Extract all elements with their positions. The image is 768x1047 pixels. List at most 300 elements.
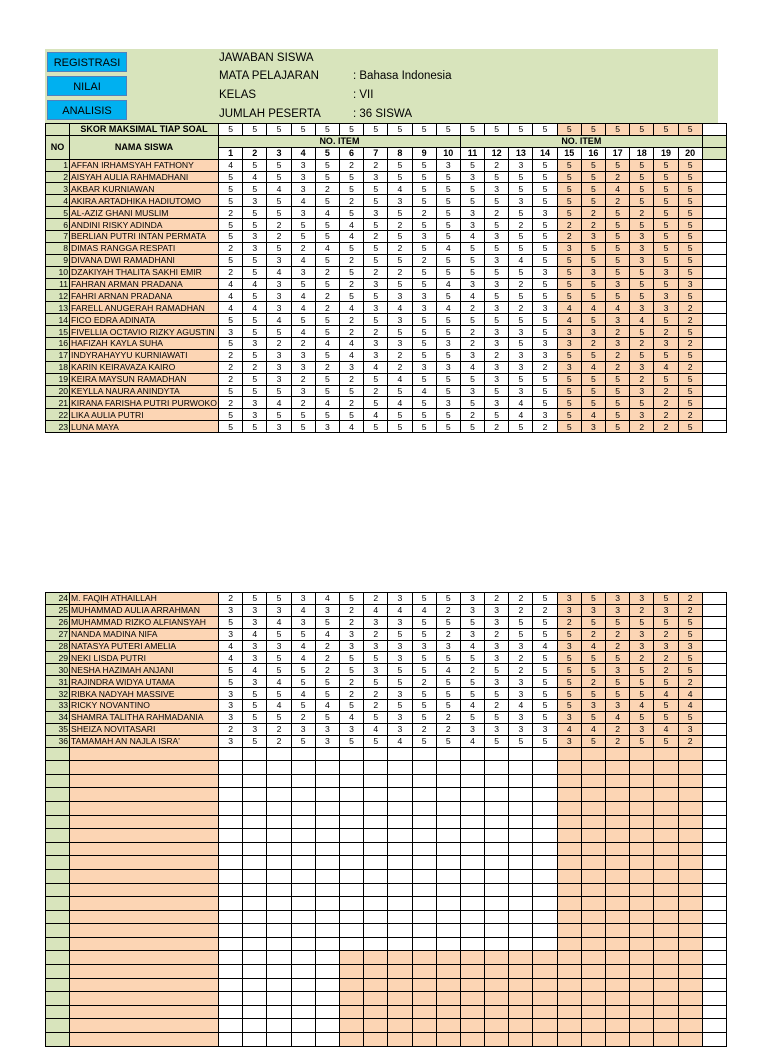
empty-score-cell[interactable]: [606, 1005, 630, 1019]
empty-score-cell[interactable]: [339, 829, 363, 843]
score-cell[interactable]: 5: [533, 652, 557, 664]
empty-number[interactable]: [46, 924, 70, 938]
extra-cell[interactable]: [702, 183, 726, 195]
score-cell[interactable]: 2: [581, 207, 605, 219]
score-cell[interactable]: 5: [412, 397, 436, 409]
score-cell[interactable]: 3: [460, 219, 484, 231]
student-number[interactable]: 13: [46, 302, 70, 314]
empty-score-cell[interactable]: [581, 829, 605, 843]
score-cell[interactable]: 4: [606, 711, 630, 723]
score-cell[interactable]: 5: [339, 652, 363, 664]
score-cell[interactable]: 5: [267, 171, 291, 183]
score-cell[interactable]: 2: [678, 676, 702, 688]
empty-score-cell[interactable]: [267, 924, 291, 938]
empty-score-cell[interactable]: [678, 992, 702, 1006]
extra-cell[interactable]: [702, 992, 726, 1006]
score-cell[interactable]: 3: [678, 723, 702, 735]
empty-score-cell[interactable]: [364, 1019, 388, 1033]
item-number[interactable]: 17: [606, 147, 630, 159]
student-number[interactable]: 33: [46, 700, 70, 712]
empty-score-cell[interactable]: [533, 856, 557, 870]
empty-score-cell[interactable]: [654, 761, 678, 775]
empty-score-cell[interactable]: [412, 951, 436, 965]
score-cell[interactable]: 5: [630, 171, 654, 183]
extra-cell[interactable]: [702, 231, 726, 243]
score-cell[interactable]: 3: [509, 349, 533, 361]
score-cell[interactable]: 4: [219, 159, 243, 171]
score-cell[interactable]: 3: [388, 723, 412, 735]
empty-score-cell[interactable]: [388, 1033, 412, 1047]
empty-score-cell[interactable]: [291, 937, 315, 951]
score-cell[interactable]: 5: [557, 652, 581, 664]
score-cell[interactable]: 3: [436, 640, 460, 652]
score-cell[interactable]: 4: [267, 676, 291, 688]
max-score-cell[interactable]: 5: [654, 124, 678, 136]
empty-score-cell[interactable]: [388, 1019, 412, 1033]
empty-score-cell[interactable]: [219, 937, 243, 951]
empty-score-cell[interactable]: [388, 910, 412, 924]
empty-score-cell[interactable]: [678, 788, 702, 802]
score-cell[interactable]: 3: [581, 421, 605, 433]
empty-score-cell[interactable]: [243, 747, 267, 761]
empty-score-cell[interactable]: [678, 842, 702, 856]
score-cell[interactable]: 4: [388, 735, 412, 747]
student-number[interactable]: 6: [46, 219, 70, 231]
empty-score-cell[interactable]: [291, 1033, 315, 1047]
score-cell[interactable]: 3: [509, 676, 533, 688]
score-cell[interactable]: 2: [364, 700, 388, 712]
empty-score-cell[interactable]: [388, 761, 412, 775]
empty-score-cell[interactable]: [678, 910, 702, 924]
score-cell[interactable]: 5: [678, 159, 702, 171]
empty-number[interactable]: [46, 937, 70, 951]
empty-score-cell[interactable]: [678, 801, 702, 815]
score-cell[interactable]: 5: [267, 711, 291, 723]
score-cell[interactable]: 5: [606, 409, 630, 421]
empty-number[interactable]: [46, 883, 70, 897]
score-cell[interactable]: 3: [533, 338, 557, 350]
empty-score-cell[interactable]: [581, 869, 605, 883]
score-cell[interactable]: 5: [267, 242, 291, 254]
score-cell[interactable]: 5: [412, 711, 436, 723]
score-cell[interactable]: 4: [581, 723, 605, 735]
score-cell[interactable]: 3: [388, 290, 412, 302]
score-cell[interactable]: 2: [460, 409, 484, 421]
score-cell[interactable]: 2: [606, 171, 630, 183]
score-cell[interactable]: 5: [606, 385, 630, 397]
score-cell[interactable]: 3: [243, 616, 267, 628]
empty-score-cell[interactable]: [364, 1005, 388, 1019]
score-cell[interactable]: 3: [436, 361, 460, 373]
score-cell[interactable]: 4: [315, 242, 339, 254]
empty-score-cell[interactable]: [606, 761, 630, 775]
score-cell[interactable]: 3: [219, 735, 243, 747]
score-cell[interactable]: 2: [315, 361, 339, 373]
score-cell[interactable]: 5: [388, 278, 412, 290]
empty-score-cell[interactable]: [630, 869, 654, 883]
student-name[interactable]: RIBKA NADYAH MASSIVE: [70, 688, 219, 700]
empty-score-cell[interactable]: [315, 815, 339, 829]
score-cell[interactable]: 5: [533, 314, 557, 326]
score-cell[interactable]: 2: [339, 373, 363, 385]
extra-cell[interactable]: [702, 349, 726, 361]
score-cell[interactable]: 5: [533, 242, 557, 254]
score-cell[interactable]: 5: [533, 385, 557, 397]
score-cell[interactable]: 3: [436, 159, 460, 171]
empty-score-cell[interactable]: [460, 1033, 484, 1047]
score-cell[interactable]: 5: [315, 159, 339, 171]
empty-score-cell[interactable]: [219, 1019, 243, 1033]
empty-score-cell[interactable]: [436, 801, 460, 815]
score-cell[interactable]: 5: [654, 219, 678, 231]
student-name[interactable]: AFFAN IRHAMSYAH FATHONY: [70, 159, 219, 171]
empty-score-cell[interactable]: [388, 774, 412, 788]
empty-number[interactable]: [46, 1033, 70, 1047]
empty-score-cell[interactable]: [364, 978, 388, 992]
score-cell[interactable]: 5: [460, 711, 484, 723]
score-cell[interactable]: 5: [315, 385, 339, 397]
empty-score-cell[interactable]: [339, 1005, 363, 1019]
score-cell[interactable]: 3: [412, 290, 436, 302]
score-cell[interactable]: 5: [606, 688, 630, 700]
empty-score-cell[interactable]: [364, 924, 388, 938]
score-cell[interactable]: 5: [219, 409, 243, 421]
empty-score-cell[interactable]: [606, 978, 630, 992]
extra-cell[interactable]: [702, 924, 726, 938]
empty-score-cell[interactable]: [630, 965, 654, 979]
score-cell[interactable]: 2: [678, 302, 702, 314]
score-cell[interactable]: 3: [509, 688, 533, 700]
score-cell[interactable]: 2: [581, 628, 605, 640]
empty-score-cell[interactable]: [678, 774, 702, 788]
score-cell[interactable]: 4: [581, 640, 605, 652]
score-cell[interactable]: 3: [485, 373, 509, 385]
score-cell[interactable]: 5: [533, 593, 557, 605]
max-score-cell[interactable]: 5: [460, 124, 484, 136]
empty-score-cell[interactable]: [267, 829, 291, 843]
score-cell[interactable]: 2: [388, 219, 412, 231]
student-name[interactable]: TAMAMAH AN NAJLA ISRA': [70, 735, 219, 747]
empty-score-cell[interactable]: [509, 1005, 533, 1019]
score-cell[interactable]: 5: [243, 735, 267, 747]
score-cell[interactable]: 2: [243, 361, 267, 373]
score-cell[interactable]: 5: [412, 700, 436, 712]
score-cell[interactable]: 5: [315, 688, 339, 700]
score-cell[interactable]: 5: [412, 338, 436, 350]
score-cell[interactable]: 2: [606, 723, 630, 735]
max-score-cell[interactable]: 5: [678, 124, 702, 136]
empty-score-cell[interactable]: [412, 1005, 436, 1019]
score-cell[interactable]: 5: [678, 326, 702, 338]
score-cell[interactable]: 2: [557, 616, 581, 628]
empty-score-cell[interactable]: [630, 1005, 654, 1019]
score-cell[interactable]: 5: [291, 219, 315, 231]
empty-score-cell[interactable]: [654, 910, 678, 924]
score-cell[interactable]: 3: [557, 593, 581, 605]
empty-name[interactable]: [70, 1005, 219, 1019]
score-cell[interactable]: 5: [606, 421, 630, 433]
score-cell[interactable]: 4: [219, 640, 243, 652]
score-cell[interactable]: 5: [412, 593, 436, 605]
score-cell[interactable]: 3: [219, 326, 243, 338]
empty-score-cell[interactable]: [533, 965, 557, 979]
score-cell[interactable]: 3: [243, 652, 267, 664]
empty-score-cell[interactable]: [315, 951, 339, 965]
score-cell[interactable]: 3: [364, 640, 388, 652]
score-cell[interactable]: 5: [509, 314, 533, 326]
empty-score-cell[interactable]: [388, 842, 412, 856]
empty-score-cell[interactable]: [243, 1005, 267, 1019]
score-cell[interactable]: 2: [315, 266, 339, 278]
empty-name[interactable]: [70, 897, 219, 911]
score-cell[interactable]: 5: [533, 373, 557, 385]
score-cell[interactable]: 5: [412, 688, 436, 700]
score-cell[interactable]: 5: [388, 231, 412, 243]
score-cell[interactable]: 3: [630, 254, 654, 266]
student-number[interactable]: 32: [46, 688, 70, 700]
student-name[interactable]: SHAMRA TALITHA RAHMADANIA: [70, 711, 219, 723]
max-score-cell[interactable]: 5: [606, 124, 630, 136]
empty-score-cell[interactable]: [678, 978, 702, 992]
score-cell[interactable]: 3: [460, 207, 484, 219]
empty-score-cell[interactable]: [364, 829, 388, 843]
empty-score-cell[interactable]: [315, 978, 339, 992]
student-name[interactable]: FIVELLIA OCTAVIO RIZKY AGUSTIN: [70, 326, 219, 338]
score-cell[interactable]: 2: [460, 664, 484, 676]
score-cell[interactable]: 5: [267, 664, 291, 676]
max-score-cell[interactable]: 5: [364, 124, 388, 136]
score-cell[interactable]: 4: [388, 604, 412, 616]
score-cell[interactable]: 5: [388, 676, 412, 688]
score-cell[interactable]: 4: [315, 207, 339, 219]
empty-score-cell[interactable]: [533, 1005, 557, 1019]
score-cell[interactable]: 5: [388, 628, 412, 640]
empty-score-cell[interactable]: [485, 924, 509, 938]
empty-score-cell[interactable]: [678, 965, 702, 979]
score-cell[interactable]: 2: [606, 628, 630, 640]
empty-score-cell[interactable]: [219, 829, 243, 843]
score-cell[interactable]: 2: [364, 159, 388, 171]
score-cell[interactable]: 5: [485, 735, 509, 747]
extra-cell[interactable]: [702, 124, 726, 136]
score-cell[interactable]: 2: [678, 338, 702, 350]
student-name[interactable]: HAFIZAH KAYLA SUHA: [70, 338, 219, 350]
score-cell[interactable]: 5: [630, 266, 654, 278]
item-number[interactable]: 19: [654, 147, 678, 159]
score-cell[interactable]: 5: [412, 616, 436, 628]
empty-number[interactable]: [46, 774, 70, 788]
score-cell[interactable]: 5: [630, 349, 654, 361]
score-cell[interactable]: 5: [509, 183, 533, 195]
score-cell[interactable]: 3: [460, 628, 484, 640]
empty-score-cell[interactable]: [630, 815, 654, 829]
empty-score-cell[interactable]: [219, 978, 243, 992]
score-cell[interactable]: 3: [412, 361, 436, 373]
score-cell[interactable]: 5: [364, 219, 388, 231]
score-cell[interactable]: 3: [485, 397, 509, 409]
score-cell[interactable]: 5: [533, 397, 557, 409]
score-cell[interactable]: 3: [606, 593, 630, 605]
empty-score-cell[interactable]: [436, 924, 460, 938]
empty-score-cell[interactable]: [412, 910, 436, 924]
student-number[interactable]: 31: [46, 676, 70, 688]
empty-score-cell[interactable]: [678, 747, 702, 761]
score-cell[interactable]: 2: [364, 593, 388, 605]
empty-score-cell[interactable]: [267, 1005, 291, 1019]
score-cell[interactable]: 3: [291, 159, 315, 171]
score-cell[interactable]: 5: [509, 616, 533, 628]
empty-score-cell[interactable]: [509, 951, 533, 965]
score-cell[interactable]: 5: [291, 278, 315, 290]
score-cell[interactable]: 4: [339, 219, 363, 231]
score-cell[interactable]: 5: [654, 676, 678, 688]
empty-score-cell[interactable]: [557, 1019, 581, 1033]
empty-score-cell[interactable]: [339, 965, 363, 979]
score-cell[interactable]: 5: [654, 616, 678, 628]
extra-cell[interactable]: [702, 856, 726, 870]
empty-score-cell[interactable]: [557, 951, 581, 965]
empty-score-cell[interactable]: [243, 829, 267, 843]
empty-score-cell[interactable]: [219, 883, 243, 897]
score-cell[interactable]: 3: [267, 302, 291, 314]
score-cell[interactable]: 3: [630, 242, 654, 254]
empty-score-cell[interactable]: [219, 856, 243, 870]
item-number[interactable]: 18: [630, 147, 654, 159]
score-cell[interactable]: 2: [606, 361, 630, 373]
empty-score-cell[interactable]: [460, 978, 484, 992]
score-cell[interactable]: 2: [460, 338, 484, 350]
empty-score-cell[interactable]: [654, 924, 678, 938]
score-cell[interactable]: 4: [267, 616, 291, 628]
score-cell[interactable]: 3: [485, 361, 509, 373]
extra-cell[interactable]: [702, 159, 726, 171]
score-cell[interactable]: 3: [533, 302, 557, 314]
score-cell[interactable]: 2: [606, 349, 630, 361]
score-cell[interactable]: 5: [291, 231, 315, 243]
score-cell[interactable]: 5: [606, 616, 630, 628]
item-number[interactable]: 10: [436, 147, 460, 159]
score-cell[interactable]: 5: [412, 171, 436, 183]
empty-score-cell[interactable]: [412, 992, 436, 1006]
score-cell[interactable]: 4: [509, 700, 533, 712]
empty-score-cell[interactable]: [509, 747, 533, 761]
score-cell[interactable]: 2: [364, 688, 388, 700]
empty-score-cell[interactable]: [219, 1005, 243, 1019]
extra-cell[interactable]: [702, 747, 726, 761]
extra-cell[interactable]: [702, 219, 726, 231]
score-cell[interactable]: 2: [412, 207, 436, 219]
item-number[interactable]: 3: [267, 147, 291, 159]
empty-score-cell[interactable]: [364, 1033, 388, 1047]
empty-score-cell[interactable]: [267, 761, 291, 775]
score-cell[interactable]: 2: [339, 278, 363, 290]
student-number[interactable]: 23: [46, 421, 70, 433]
score-cell[interactable]: 4: [630, 314, 654, 326]
score-cell[interactable]: 5: [388, 664, 412, 676]
score-cell[interactable]: 4: [315, 397, 339, 409]
score-cell[interactable]: 3: [557, 711, 581, 723]
name-header[interactable]: NAMA SISWA: [70, 135, 219, 159]
empty-score-cell[interactable]: [557, 965, 581, 979]
score-cell[interactable]: 5: [388, 171, 412, 183]
empty-score-cell[interactable]: [315, 924, 339, 938]
student-name[interactable]: FAHRAN ARMAN PRADANA: [70, 278, 219, 290]
empty-score-cell[interactable]: [388, 951, 412, 965]
score-cell[interactable]: 3: [243, 397, 267, 409]
empty-score-cell[interactable]: [267, 842, 291, 856]
empty-score-cell[interactable]: [606, 910, 630, 924]
empty-score-cell[interactable]: [557, 801, 581, 815]
empty-score-cell[interactable]: [606, 774, 630, 788]
max-score-cell[interactable]: 5: [557, 124, 581, 136]
score-cell[interactable]: 3: [267, 349, 291, 361]
score-cell[interactable]: 3: [581, 231, 605, 243]
item-number[interactable]: 13: [509, 147, 533, 159]
score-cell[interactable]: 5: [243, 421, 267, 433]
score-cell[interactable]: 5: [364, 242, 388, 254]
score-cell[interactable]: 2: [460, 326, 484, 338]
empty-score-cell[interactable]: [485, 747, 509, 761]
student-number[interactable]: 30: [46, 664, 70, 676]
score-cell[interactable]: 2: [509, 664, 533, 676]
score-cell[interactable]: 5: [436, 676, 460, 688]
score-cell[interactable]: 3: [509, 195, 533, 207]
empty-score-cell[interactable]: [315, 992, 339, 1006]
score-cell[interactable]: 5: [339, 266, 363, 278]
empty-score-cell[interactable]: [339, 747, 363, 761]
empty-score-cell[interactable]: [509, 910, 533, 924]
empty-score-cell[interactable]: [509, 815, 533, 829]
item-number[interactable]: 16: [581, 147, 605, 159]
score-cell[interactable]: 5: [243, 326, 267, 338]
score-cell[interactable]: 5: [219, 385, 243, 397]
empty-score-cell[interactable]: [533, 774, 557, 788]
score-cell[interactable]: 4: [339, 349, 363, 361]
student-number[interactable]: 26: [46, 616, 70, 628]
empty-score-cell[interactable]: [485, 856, 509, 870]
empty-score-cell[interactable]: [243, 910, 267, 924]
empty-score-cell[interactable]: [412, 761, 436, 775]
empty-score-cell[interactable]: [533, 747, 557, 761]
empty-score-cell[interactable]: [509, 978, 533, 992]
score-cell[interactable]: 5: [315, 676, 339, 688]
score-cell[interactable]: 2: [630, 207, 654, 219]
score-cell[interactable]: 3: [581, 326, 605, 338]
score-cell[interactable]: 5: [654, 373, 678, 385]
score-cell[interactable]: 5: [460, 314, 484, 326]
student-number[interactable]: 27: [46, 628, 70, 640]
registrasi-button[interactable]: REGISTRASI: [47, 52, 127, 72]
score-cell[interactable]: 5: [436, 735, 460, 747]
score-cell[interactable]: 3: [509, 723, 533, 735]
empty-score-cell[interactable]: [315, 1033, 339, 1047]
empty-score-cell[interactable]: [678, 856, 702, 870]
score-cell[interactable]: 4: [581, 302, 605, 314]
item-number[interactable]: 9: [412, 147, 436, 159]
score-cell[interactable]: 2: [219, 266, 243, 278]
score-cell[interactable]: 5: [364, 314, 388, 326]
empty-score-cell[interactable]: [291, 883, 315, 897]
empty-score-cell[interactable]: [436, 1019, 460, 1033]
score-cell[interactable]: 5: [630, 219, 654, 231]
empty-score-cell[interactable]: [315, 1005, 339, 1019]
score-cell[interactable]: 4: [291, 640, 315, 652]
score-cell[interactable]: 5: [412, 219, 436, 231]
empty-score-cell[interactable]: [267, 774, 291, 788]
empty-score-cell[interactable]: [557, 937, 581, 951]
score-cell[interactable]: 4: [243, 278, 267, 290]
score-cell[interactable]: 5: [533, 290, 557, 302]
